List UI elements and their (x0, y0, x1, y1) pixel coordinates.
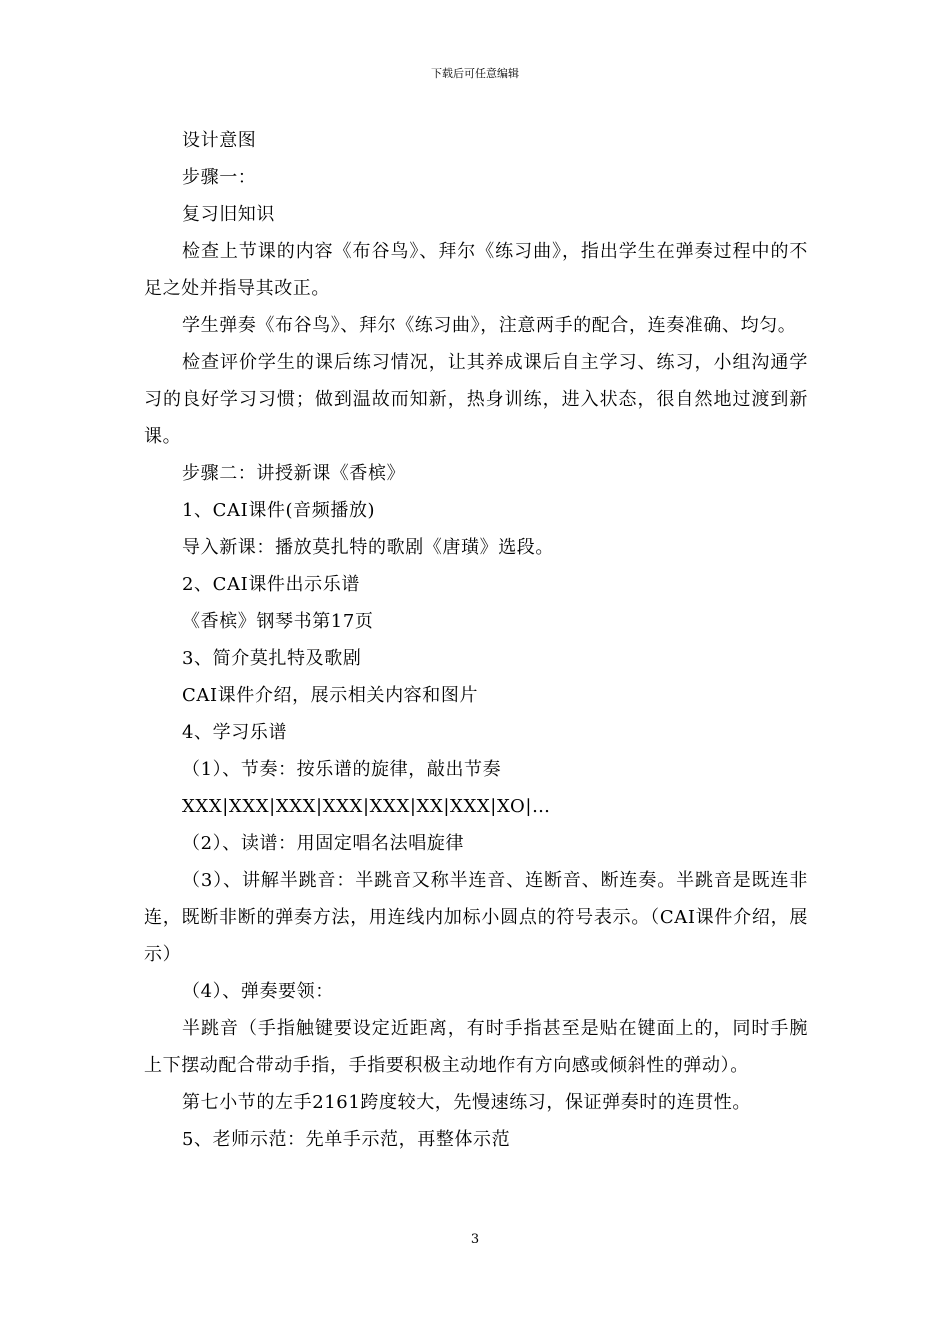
sub-item-reading: （2）、读谱：用固定唱名法唱旋律 (182, 833, 465, 854)
heading-step-two: 步骤二：讲授新课《香槟》 (182, 463, 406, 484)
document-body (144, 122, 808, 1158)
paragraph-cai-intro: CAI课件介绍，展示相关内容和图片 (182, 685, 479, 706)
list-item-learn-score: 4、学习乐谱 (182, 722, 288, 743)
heading-review: 复习旧知识 (182, 204, 275, 225)
paragraph-book-page: 《香槟》钢琴书第17页 (182, 611, 374, 632)
heading-step-one: 步骤一： (182, 167, 257, 188)
page-number: 3 (470, 1232, 480, 1247)
list-item-cai-score: 2、CAI课件出示乐谱 (182, 574, 360, 595)
list-item-cai-audio: 1、CAI课件(音频播放) (182, 500, 376, 521)
paragraph-student-play: 学生弹奏《布谷鸟》、拜尔《练习曲》，注意两手的配合，连奏准确、均匀。 (182, 315, 797, 336)
page-header: 下载后可任意编辑 (431, 67, 519, 80)
sub-item-half-staccato: （3）、讲解半跳音：半跳音又称半连音、连断音、断连奏。半跳音是既连非连，既断非断的弹奏方法，用连线内加标小圆点的符号表示。（CAI课件介绍，展示） (144, 870, 808, 965)
paragraph-intro-new: 导入新课：播放莫扎特的歌剧《唐璜》选段。 (182, 537, 554, 558)
paragraph-bar-seven: 第七小节的左手2161跨度较大，先慢速练习，保证弹奏时的连贯性。 (182, 1092, 752, 1113)
sub-item-playing-tips: （4）、弹奏要领： (182, 981, 334, 1002)
paragraph-half-staccato-tips: 半跳音（手指触键要设定近距离，有时手指甚至是贴在键面上的，同时手腕上下摆动配合带动手指，手指要积极主动地作有方向感或倾斜性的弹动）。 (144, 1018, 808, 1076)
list-item-teacher-demo: 5、老师示范：先单手示范，再整体示范 (182, 1129, 511, 1150)
heading-design-intent: 设计意图 (182, 130, 257, 151)
rhythm-notation: XXX|XXX|XXX|XXX|XXX|XX|XXX|XO|… (182, 796, 551, 817)
paragraph-evaluate-practice: 检查评价学生的课后练习情况，让其养成课后自主学习、练习，小组沟通学习的良好学习习惯；做到温故而知新，热身训练，进入状态，很自然地过渡到新课。 (144, 352, 808, 447)
sub-item-rhythm: （1）、节奏：按乐谱的旋律，敲出节奏 (182, 759, 502, 780)
list-item-mozart-intro: 3、简介莫扎特及歌剧 (182, 648, 362, 669)
paragraph-check-previous: 检查上节课的内容《布谷鸟》、拜尔《练习曲》，指出学生在弹奏过程中的不足之处并指导其改正。 (144, 241, 808, 299)
